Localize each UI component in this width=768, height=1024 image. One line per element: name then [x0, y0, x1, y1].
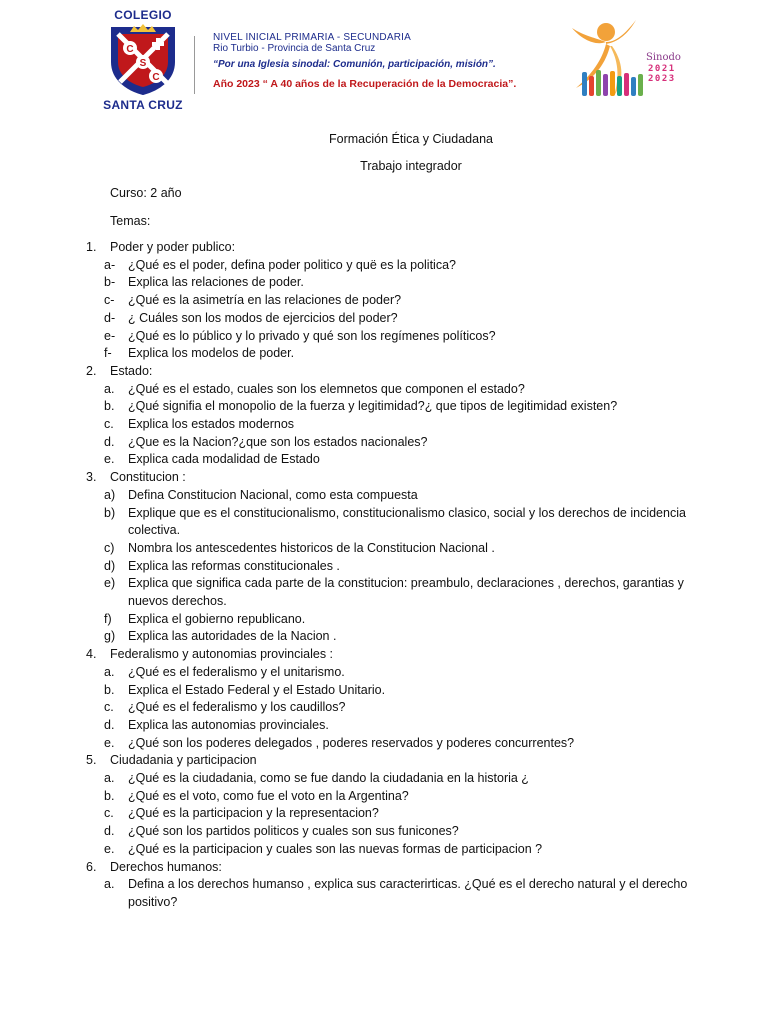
question-item: ¿Qué es la participacion y la representacion? — [128, 806, 379, 821]
item-marker: d- — [104, 310, 116, 325]
question-item: Defina Constitucion Nacional, como esta compuesta — [128, 487, 418, 502]
section-number: 6. — [86, 859, 97, 874]
item-marker: a. — [104, 381, 115, 396]
item-marker: a) — [104, 487, 116, 502]
question-item: Explica cada modalidad de Estado — [128, 452, 320, 467]
section-number: 2. — [86, 363, 97, 378]
item-marker: b. — [104, 682, 115, 697]
section-title: Estado: — [110, 363, 153, 378]
question-item: Explica las relaciones de poder. — [128, 275, 304, 290]
question-item: ¿Qué es la asimetría en las relaciones de poder? — [128, 293, 402, 308]
logo-letter-2: S — [139, 58, 147, 69]
section-title: Federalismo y autonomias provinciales : — [110, 647, 334, 662]
question-item: ¿Qué son los poderes delegados , poderes reservados y poderes concurrentes? — [128, 735, 575, 750]
item-marker: b. — [104, 399, 115, 414]
question-item: ¿Qué es la ciudadania, como se fue dando la ciudadania en la historia ¿ — [128, 771, 529, 785]
question-item: ¿Que es la Nacion?¿que son los estados nacionales? — [128, 434, 428, 449]
item-marker: b) — [104, 505, 116, 520]
question-item: Explica las autoridades de la Nacion . — [128, 629, 337, 644]
synod-word: Sinodo — [646, 52, 681, 63]
question-item: ¿Qué es el poder, defina poder politico y quë es la politica? — [128, 257, 456, 272]
section-title: Constitucion : — [110, 470, 186, 485]
school-location: Rio Turbio - Provincia de Santa Cruz — [213, 43, 376, 54]
item-marker: e- — [104, 328, 116, 343]
question-item: Explica las reformas constitucionales . — [128, 558, 340, 573]
item-marker: e. — [104, 452, 115, 467]
item-marker: b- — [104, 275, 116, 290]
item-marker: f- — [104, 346, 112, 361]
school-levels: NIVEL INICIAL PRIMARIA - SECUNDARIA — [213, 32, 411, 43]
question-item: Explica el Estado Federal y el Estado Unitario. — [128, 682, 386, 697]
section-number: 1. — [86, 240, 97, 254]
question-item: Explica las autonomias provinciales. — [128, 717, 329, 732]
logo-school-name: SANTA CRUZ — [103, 98, 183, 112]
section-title: Poder y poder publico: — [110, 240, 236, 254]
item-marker: a- — [104, 257, 116, 272]
item-marker: e. — [104, 735, 115, 750]
question-item: Nombra los antescedentes historicos de la Constitucion Nacional . — [128, 540, 495, 555]
question-item: ¿Qué es el estado, cuales son los elemnetos que componen el estado? — [128, 381, 525, 396]
question-item-continuation: nuevos derechos. — [128, 594, 227, 608]
item-marker: c. — [104, 806, 114, 821]
logo-letter-1: C — [126, 44, 134, 55]
item-marker: c) — [104, 540, 115, 555]
topics-label: Temas: — [110, 214, 151, 228]
item-marker: g) — [104, 629, 116, 644]
synod-motto: “Por una Iglesia sinodal: Comunión, participación, misión”. — [213, 59, 496, 70]
question-item: ¿Qué es la participacion y cuales son las nuevas formas de participacion ? — [128, 841, 543, 856]
question-item-continuation: positivo? — [128, 894, 178, 909]
question-item: ¿Qué son los partidos politicos y cuales son sus funicones? — [128, 824, 459, 839]
item-marker: b. — [104, 788, 115, 803]
synod-year-start: 2021 — [648, 64, 676, 74]
item-marker: e. — [104, 841, 115, 856]
logo-letter-3: C — [152, 72, 160, 83]
question-item: Explique que es el constitucionalismo, constitucionalismo clasico, social y los derechos de incidencia — [128, 505, 686, 520]
question-item: Explica los modelos de poder. — [128, 346, 295, 361]
question-item: ¿Qué es el federalismo y el unitarismo. — [128, 664, 345, 679]
item-marker: d. — [104, 434, 115, 449]
item-marker: d. — [104, 717, 115, 732]
section-number: 3. — [86, 470, 97, 485]
question-item: ¿Qué es el voto, como fue el voto en la Argentina? — [128, 788, 409, 803]
item-marker: d) — [104, 558, 116, 573]
question-item: ¿Qué es lo público y lo privado y qué son los regímenes políticos? — [128, 328, 496, 343]
year-motto: Año 2023 “ A 40 años de la Recuperación de la Democracia”. — [213, 78, 517, 90]
item-marker: e) — [104, 576, 116, 591]
section-title: Derechos humanos: — [110, 859, 222, 874]
work-title: Trabajo integrador — [360, 159, 462, 173]
item-marker: a. — [104, 877, 115, 892]
question-item: ¿ Cuáles son los modos de ejercicios del poder? — [128, 310, 398, 325]
synod-year-end: 2023 — [648, 74, 676, 84]
logo-school-word: COLEGIO — [114, 8, 172, 22]
question-item-continuation: colectiva. — [128, 523, 181, 538]
question-item: Explica que significa cada parte de la constitucion: preambulo, declaraciones , derechos, garantias y — [128, 576, 684, 591]
question-item: Defina a los derechos humanso , explica sus caracterirticas. ¿Qué es el derecho natural y el derecho — [128, 877, 688, 892]
item-marker: a. — [104, 771, 115, 785]
question-item: ¿Qué signifia el monopolio de la fuerza y legitimidad?¿ que tipos de legitimidad existen? — [128, 399, 618, 414]
subject-title: Formación Ética y Ciudadana — [329, 132, 493, 146]
section-number: 4. — [86, 647, 97, 662]
item-marker: c. — [104, 700, 114, 715]
item-marker: c. — [104, 417, 114, 431]
item-marker: d. — [104, 824, 115, 839]
item-marker: c- — [104, 293, 115, 308]
course-label: Curso: 2 año — [110, 186, 182, 200]
item-marker: a. — [104, 664, 115, 679]
item-marker: f) — [104, 611, 112, 626]
question-item: Explica el gobierno republicano. — [128, 611, 306, 626]
section-number: 5. — [86, 753, 97, 768]
question-item: ¿Qué es el federalismo y los caudillos? — [128, 700, 346, 715]
section-title: Ciudadania y participacion — [110, 753, 257, 768]
question-item: Explica los estados modernos — [128, 417, 295, 431]
